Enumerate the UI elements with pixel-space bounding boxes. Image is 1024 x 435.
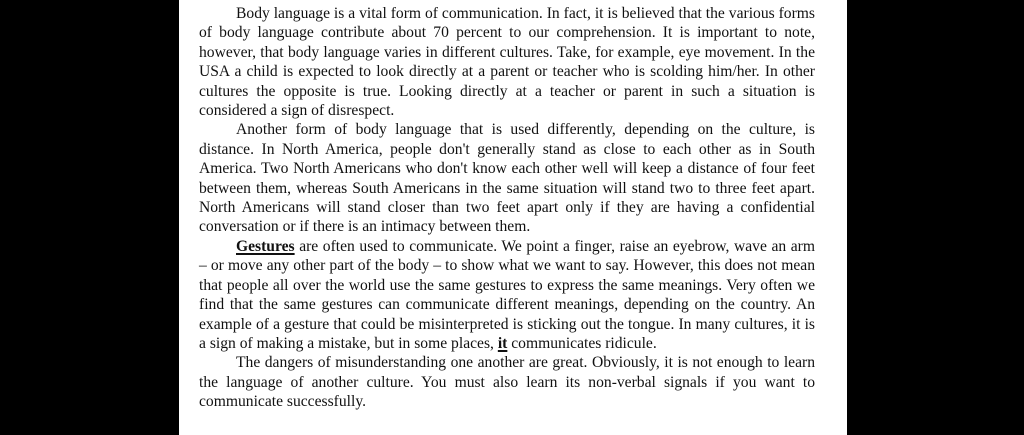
paragraph-distance: Another form of body language that is used differently, depending on the culture, is distance. In North America, people don't generally stand as close to each other as in South America. Two North Americans who don't know each other well will keep a distance of four feet between them, whereas South Americans in the same situation will stand two to three feet apart. North Americans will stand closer than two feet apart only if they are having a confidential conversation or if there is an intimacy between them.	[199, 121, 815, 236]
gestures-text-b: communicates ridicule.	[507, 334, 657, 352]
underlined-word-gestures: Gestures	[236, 237, 295, 255]
paragraph-gestures	[199, 237, 815, 353]
paragraph-dangers: The dangers of misunderstanding one another are great. Obviously, it is not enough to learn the language of another culture. You must also learn its non-verbal signals if you want to communicate successfully.	[199, 354, 815, 411]
underlined-word-it: it	[497, 334, 508, 352]
paragraph-body-language: Body language is a vital form of communication. In fact, it is believed that the various forms of body language contribute about 70 percent to our comprehension. It is important to note, however, that body language varies in different cultures. Take, for example, eye movement. In the USA a child is expected to look directly at a parent or teacher who is scolding him/her. In other cultures the opposite is true. Looking directly at a teacher or parent in such a situation is considered a sign of disrespect.	[199, 5, 815, 120]
article-text	[199, 4, 815, 412]
document-page	[179, 0, 847, 435]
gestures-text-a: are often used to communicate. We point a finger, raise an eyebrow, wave an arm – or move any other part of the body – to show what we want to say. However, this does not mean that people all over the world use the same gestures to express the same meanings. Very often we find that the same gestures can communicate different meanings, depending on the country. An example of a gesture that could be misinterpreted is sticking out the tongue. In many cultures, it is a sign of making a mistake, but in some places,	[199, 237, 815, 352]
